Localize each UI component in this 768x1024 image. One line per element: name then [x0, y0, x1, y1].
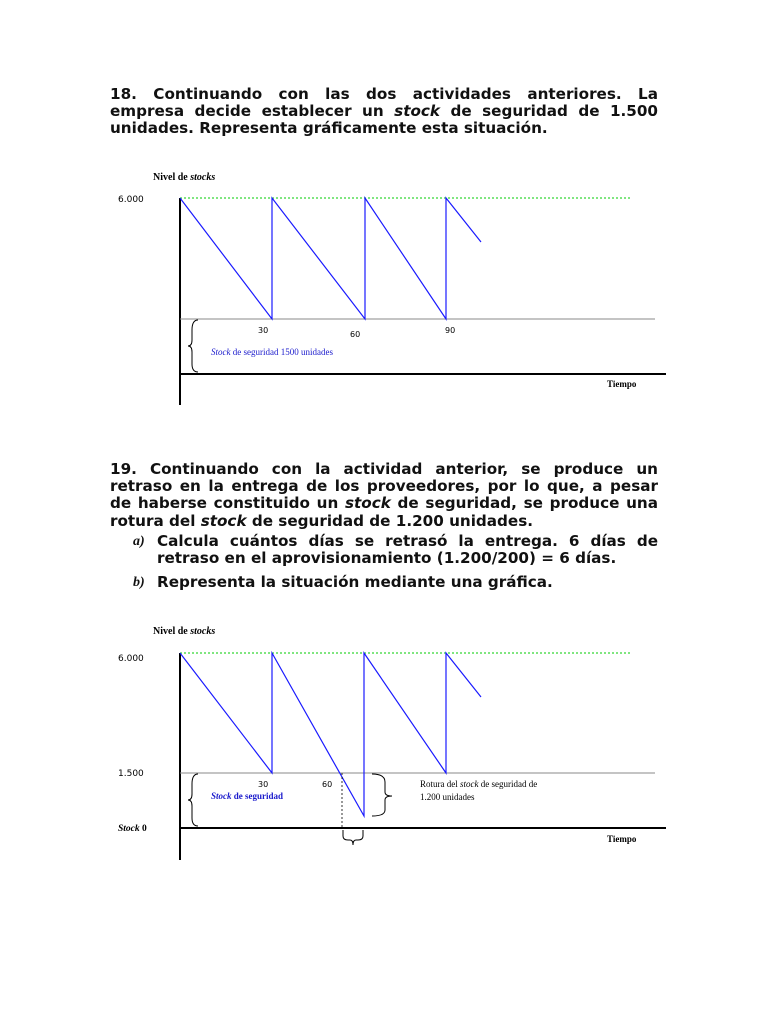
rotura-label-line2: 1.200 unidades [420, 792, 475, 802]
delay-brace [343, 830, 363, 845]
item-letter: a) [133, 534, 145, 549]
safety-stock-label: Stock de seguridad [211, 791, 284, 801]
rotura-brace [372, 774, 392, 816]
safety-brace [188, 774, 198, 826]
x-tick-30: 30 [258, 780, 269, 789]
question-text: de seguridad, se produce una rotura del [110, 494, 658, 530]
x-tick-30: 30 [258, 326, 269, 335]
y-axis-label: Nivel de stocks [153, 172, 216, 183]
question-text: de seguridad de 1.500 unidades. Representa gráficamente esta situación. [110, 102, 659, 138]
question-number: 18. [110, 85, 137, 103]
x-axis-label: Tiempo [607, 379, 637, 389]
item-text: Calcula cuántos días se retrasó la entrega. 6 días de retraso en el aprovisionamiento (1.200/200) = 6 días. [157, 532, 658, 568]
question-text: de seguridad de 1.200 unidades. [251, 511, 534, 530]
question-text: Continuando con la actividad anterior, se produce un retraso en la entrega de los proveedores, por lo que, a pesar de haberse constituido un [110, 460, 658, 513]
item-letter: b) [133, 575, 145, 590]
rotura-label: Rotura del stock de seguridad de [420, 779, 538, 789]
x-tick-60: 60 [322, 780, 333, 789]
emphasis: stock [394, 102, 441, 121]
question-text: Continuando con las dos actividades anteriores. La empresa decide establecer un [110, 85, 658, 121]
y-tick-1500: 1.500 [118, 769, 144, 779]
question-number: 19. [110, 460, 137, 478]
y-tick-6000: 6.000 [118, 195, 144, 205]
emphasis: stock [345, 494, 391, 513]
item-text: Representa la situación mediante una gráfica. [157, 573, 553, 591]
x-axis-label: Tiempo [607, 834, 637, 844]
emphasis: stock [200, 511, 247, 530]
x-tick-90: 90 [445, 326, 456, 335]
stock-zero-label: Stock 0 [118, 824, 147, 834]
y-tick-6000: 6.000 [118, 654, 144, 664]
safety-stock-label: Stock de seguridad 1500 unidades [211, 347, 333, 357]
x-tick-60: 60 [350, 330, 361, 339]
y-axis-label: Nivel de stocks [153, 626, 216, 637]
